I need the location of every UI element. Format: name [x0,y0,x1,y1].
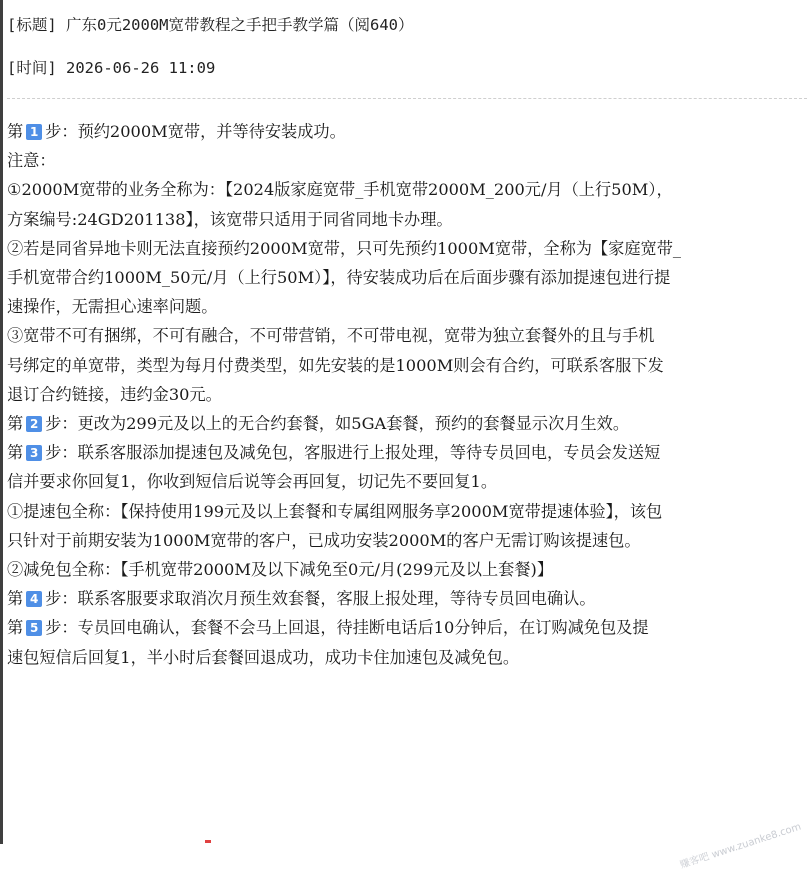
step-badge-1: 1 [26,124,42,140]
step-5-line-2: 速包短信后回复1，半小时后套餐回退成功，成功卡住加速包及减免包。 [7,647,520,667]
post-title: [标题] 广东0元2000M宽带教程之手把手教学篇（阅640） [7,16,414,34]
waiver-pack-line: ②减免包全称：【手机宽带2000M及以下减免至0元/月(299元及以上套餐)】 [7,560,554,580]
speedup-pack-line-1: ①提速包全称：【保持使用199元及以上套餐和专属组网服务享2000M宽带提速体验】，该包 [7,501,663,521]
step-1-text: 预约2000M宽带，并等待安装成功。 [77,122,346,141]
step-suffix: 步： [45,618,78,638]
step-1-line [7,117,803,146]
note-line-8: 退订合约链接，违约金30元。 [7,384,222,404]
note-line-6: ③宽带不可有捆绑，不可有融合，不可带营销，不可带电视，宽带为独立套餐外的且与手机 [7,326,655,346]
note-heading: 注意： [7,151,56,171]
divider [7,98,807,99]
step-word: 第 [7,122,24,141]
step-badge-4: 4 [26,591,42,607]
step-3-line-2: 信并要求你回复1，你收到短信后说等会再回复，切记先不要回复1。 [7,472,498,492]
step-2-text: 更改为299元及以上的无合约套餐，如5GA套餐，预约的套餐显示次月生效。 [77,414,630,434]
step-word: 第 [7,414,24,434]
step-badge-2: 2 [26,416,42,432]
watermark: 赚客吧 www.zuanke8.com [679,821,803,871]
step-badge-3: 3 [26,445,42,461]
note-line-5: 速操作，无需担心速率问题。 [7,297,218,317]
step-5-line [7,613,803,642]
step-4-text: 联系客服要求取消次月预生效套餐，客服上报处理，等待专员回电确认。 [77,589,596,609]
step-suffix: 步： [45,122,78,141]
left-border [0,0,3,844]
step-5-text: 专员回电确认，套餐不会马上回退，待挂断电话后10分钟后，在订购减免包及提 [77,618,649,638]
red-mark [205,840,211,843]
post-time: [时间] 2026-06-26 11:09 [7,59,216,77]
post-body [7,117,803,672]
step-suffix: 步： [45,443,78,463]
note-line-4: 手机宽带合约1000M_50元/月（上行50M）】，待安装成功后在后面步骤有添加提速包进行提 [7,268,671,288]
step-3-line [7,438,803,467]
note-line-3: ②若是同省异地卡则无法直接预约2000M宽带，只可先预约1000M宽带，全称为【家庭宽带_ [7,238,682,258]
step-word: 第 [7,618,24,638]
step-3-text: 联系客服添加提速包及减免包，客服进行上报处理，等待专员回电，专员会发送短 [77,443,661,463]
step-suffix: 步： [45,414,78,434]
note-line-7: 号绑定的单宽带，类型为每月付费类型，如先安装的是1000M则会有合约，可联系客服下发 [7,355,664,375]
note-line-2: 方案编号:24GD201138】，该宽带只适用于同省同地卡办理。 [7,209,453,229]
step-word: 第 [7,589,24,609]
step-suffix: 步： [45,589,78,609]
step-word: 第 [7,443,24,463]
step-badge-5: 5 [26,620,42,636]
step-4-line [7,584,803,613]
speedup-pack-line-2: 只针对于前期安装为1000M宽带的客户，已成功安装2000M的客户无需订购该提速包。 [7,530,641,550]
step-2-line [7,409,803,438]
note-line-1: ①2000M宽带的业务全称为：【2024版家庭宽带_手机宽带2000M_200元/月（上行50M）， [7,180,673,200]
